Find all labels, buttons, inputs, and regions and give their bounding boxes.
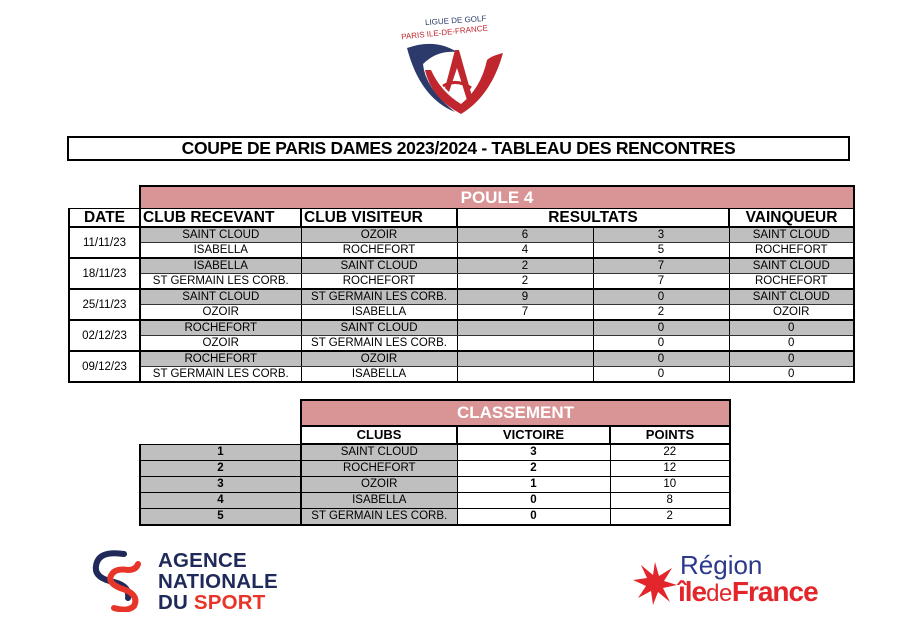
wins: 0 bbox=[457, 509, 610, 526]
ligue-golf-logo bbox=[395, 8, 525, 123]
points: 12 bbox=[610, 461, 730, 477]
away-club: SAINT CLOUD bbox=[301, 258, 457, 274]
table-row bbox=[140, 493, 730, 509]
table-row bbox=[69, 243, 854, 259]
score-away: 3 bbox=[593, 227, 729, 243]
away-club: SAINT CLOUD bbox=[301, 320, 457, 336]
rank: 4 bbox=[140, 493, 301, 509]
star-icon bbox=[632, 560, 678, 606]
points: 22 bbox=[610, 444, 730, 461]
home-club: ROCHEFORT bbox=[140, 351, 301, 367]
score-home: 7 bbox=[457, 305, 593, 321]
table-row bbox=[69, 367, 854, 383]
club: SAINT CLOUD bbox=[301, 444, 457, 461]
score-home: 2 bbox=[457, 274, 593, 290]
table-row bbox=[69, 305, 854, 321]
wins: 3 bbox=[457, 444, 610, 461]
match-date: 18/11/23 bbox=[69, 258, 140, 289]
home-club: OZOIR bbox=[140, 305, 301, 321]
match-date: 09/12/23 bbox=[69, 351, 140, 382]
standings-band: CLASSEMENT bbox=[301, 400, 730, 426]
ans-logo bbox=[90, 548, 300, 618]
table-row bbox=[69, 351, 854, 367]
score-home: 2 bbox=[457, 258, 593, 274]
away-club: ISABELLA bbox=[301, 367, 457, 383]
winner: 0 bbox=[729, 320, 854, 336]
wins: 1 bbox=[457, 477, 610, 493]
wins: 2 bbox=[457, 461, 610, 477]
away-club: OZOIR bbox=[301, 227, 457, 243]
table-row bbox=[140, 509, 730, 526]
score-home: 6 bbox=[457, 227, 593, 243]
ans-line3a: DU bbox=[158, 591, 194, 614]
away-club: ST GERMAIN LES CORB. bbox=[301, 289, 457, 305]
score-away: 2 bbox=[593, 305, 729, 321]
score-away: 0 bbox=[593, 289, 729, 305]
col-header-home: CLUB RECEVANT bbox=[140, 209, 301, 228]
col-header-points: POINTS bbox=[610, 426, 730, 444]
col-header-wins: VICTOIRE bbox=[457, 426, 610, 444]
match-date: 25/11/23 bbox=[69, 289, 140, 320]
score-away: 0 bbox=[593, 320, 729, 336]
table-row bbox=[140, 477, 730, 493]
blank-cell bbox=[140, 400, 301, 426]
home-club: ST GERMAIN LES CORB. bbox=[140, 274, 301, 290]
home-club: SAINT CLOUD bbox=[140, 227, 301, 243]
table-row bbox=[69, 274, 854, 290]
away-club: ST GERMAIN LES CORB. bbox=[301, 336, 457, 352]
standings-table bbox=[139, 399, 731, 526]
match-date: 02/12/23 bbox=[69, 320, 140, 351]
points: 8 bbox=[610, 493, 730, 509]
score-home bbox=[457, 320, 593, 336]
idf-name-b: de bbox=[706, 580, 732, 607]
idf-region-label: Région bbox=[680, 550, 763, 580]
club: OZOIR bbox=[301, 477, 457, 493]
score-away: 7 bbox=[593, 274, 729, 290]
wins: 0 bbox=[457, 493, 610, 509]
winner: SAINT CLOUD bbox=[729, 227, 854, 243]
away-club: OZOIR bbox=[301, 351, 457, 367]
club: ST GERMAIN LES CORB. bbox=[301, 509, 457, 526]
winner: 0 bbox=[729, 351, 854, 367]
pool-band: POULE 4 bbox=[140, 186, 854, 209]
ans-line1: AGENCE bbox=[158, 549, 247, 572]
idf-name-a: île bbox=[678, 576, 707, 607]
home-club: OZOIR bbox=[140, 336, 301, 352]
home-club: SAINT CLOUD bbox=[140, 289, 301, 305]
points: 10 bbox=[610, 477, 730, 493]
table-row bbox=[69, 336, 854, 352]
winner: SAINT CLOUD bbox=[729, 289, 854, 305]
ans-line3b: SPORT bbox=[193, 591, 266, 614]
home-club: ROCHEFORT bbox=[140, 320, 301, 336]
score-away: 0 bbox=[593, 367, 729, 383]
club: ROCHEFORT bbox=[301, 461, 457, 477]
rank: 5 bbox=[140, 509, 301, 526]
logo-line1: LIGUE DE GOLF bbox=[424, 13, 487, 28]
away-club: ROCHEFORT bbox=[301, 274, 457, 290]
table-row bbox=[69, 289, 854, 305]
table-row bbox=[140, 444, 730, 461]
table-row bbox=[69, 227, 854, 243]
score-home bbox=[457, 367, 593, 383]
rank: 2 bbox=[140, 461, 301, 477]
points: 2 bbox=[610, 509, 730, 526]
winner: ROCHEFORT bbox=[729, 274, 854, 290]
ans-line2: NATIONALE bbox=[158, 570, 278, 593]
away-club: ROCHEFORT bbox=[301, 243, 457, 259]
home-club: ISABELLA bbox=[140, 243, 301, 259]
col-header-away: CLUB VISITEUR bbox=[301, 209, 457, 228]
score-home: 9 bbox=[457, 289, 593, 305]
table-row bbox=[140, 461, 730, 477]
winner: SAINT CLOUD bbox=[729, 258, 854, 274]
rank: 1 bbox=[140, 444, 301, 461]
matches-table bbox=[68, 185, 855, 383]
rank: 3 bbox=[140, 477, 301, 493]
col-header-clubs: CLUBS bbox=[301, 426, 457, 444]
score-away: 0 bbox=[593, 351, 729, 367]
score-home bbox=[457, 351, 593, 367]
idf-name-c: France bbox=[731, 576, 818, 607]
winner: 0 bbox=[729, 336, 854, 352]
home-club: ISABELLA bbox=[140, 258, 301, 274]
blank-cell bbox=[140, 426, 301, 444]
club: ISABELLA bbox=[301, 493, 457, 509]
score-away: 5 bbox=[593, 243, 729, 259]
winner: ROCHEFORT bbox=[729, 243, 854, 259]
ans-s-icon bbox=[90, 548, 150, 612]
table-row bbox=[69, 320, 854, 336]
score-away: 0 bbox=[593, 336, 729, 352]
col-header-results: RESULTATS bbox=[457, 209, 729, 228]
blank-cell bbox=[69, 186, 140, 209]
score-home: 4 bbox=[457, 243, 593, 259]
winner: 0 bbox=[729, 367, 854, 383]
col-header-date: DATE bbox=[69, 209, 140, 228]
away-club: ISABELLA bbox=[301, 305, 457, 321]
idf-logo bbox=[630, 550, 860, 610]
score-home bbox=[457, 336, 593, 352]
score-away: 7 bbox=[593, 258, 729, 274]
page-title: COUPE DE PARIS DAMES 2023/2024 - TABLEAU DES RENCONTRES bbox=[67, 136, 850, 161]
home-club: ST GERMAIN LES CORB. bbox=[140, 367, 301, 383]
col-header-winner: VAINQUEUR bbox=[729, 209, 854, 228]
logo-line2: PARIS ILE-DE-FRANCE bbox=[400, 23, 489, 42]
match-date: 11/11/23 bbox=[69, 227, 140, 258]
table-row bbox=[69, 258, 854, 274]
winner: OZOIR bbox=[729, 305, 854, 321]
